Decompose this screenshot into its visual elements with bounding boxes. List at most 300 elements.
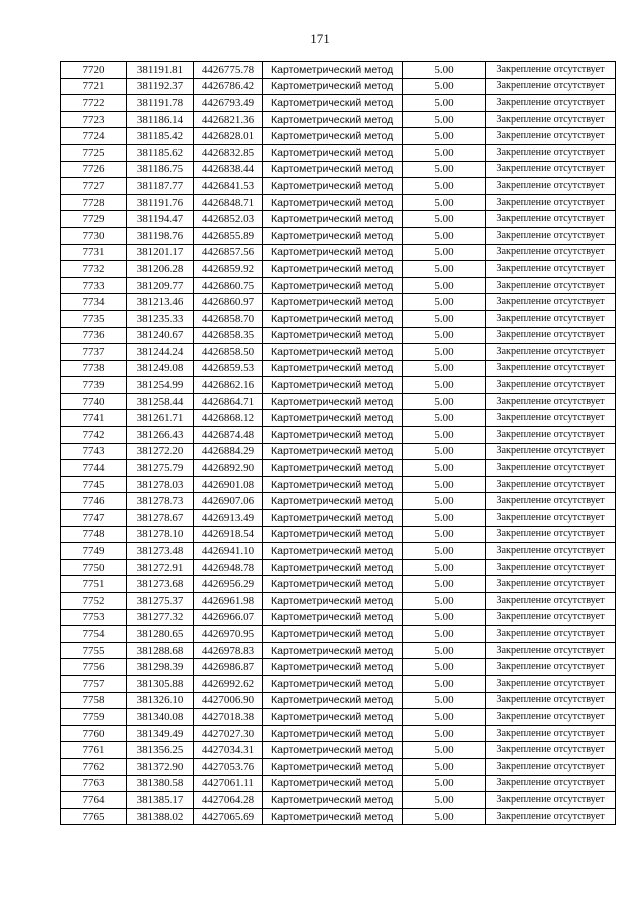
accuracy-cell: 5.00 [403,775,486,792]
table-row [61,161,616,178]
y-coordinate-cell: 4426821.36 [194,111,263,128]
fixing-description-cell: Закрепление отсутствует [486,775,616,792]
accuracy-cell: 5.00 [403,227,486,244]
method-cell: Картометрический метод [263,775,403,792]
fixing-description-cell: Закрепление отсутствует [486,194,616,211]
point-number-cell: 7765 [61,808,127,825]
y-coordinate-cell: 4426956.29 [194,576,263,593]
accuracy-cell: 5.00 [403,310,486,327]
accuracy-cell: 5.00 [403,626,486,643]
method-cell: Картометрический метод [263,510,403,527]
fixing-description-cell: Закрепление отсутствует [486,62,616,79]
fixing-description-cell: Закрепление отсутствует [486,559,616,576]
x-coordinate-cell: 381288.68 [127,642,194,659]
x-coordinate-cell: 381305.88 [127,675,194,692]
y-coordinate-cell: 4426884.29 [194,443,263,460]
fixing-description-cell: Закрепление отсутствует [486,543,616,560]
y-coordinate-cell: 4426874.48 [194,427,263,444]
y-coordinate-cell: 4426858.35 [194,327,263,344]
point-number-cell: 7721 [61,78,127,95]
accuracy-cell: 5.00 [403,443,486,460]
x-coordinate-cell: 381272.91 [127,559,194,576]
point-number-cell: 7733 [61,277,127,294]
point-number-cell: 7732 [61,261,127,278]
x-coordinate-cell: 381356.25 [127,742,194,759]
table-row [61,692,616,709]
fixing-description-cell: Закрепление отсутствует [486,576,616,593]
y-coordinate-cell: 4426786.42 [194,78,263,95]
point-number-cell: 7737 [61,344,127,361]
method-cell: Картометрический метод [263,792,403,809]
point-number-cell: 7763 [61,775,127,792]
fixing-description-cell: Закрепление отсутствует [486,792,616,809]
accuracy-cell: 5.00 [403,792,486,809]
y-coordinate-cell: 4426970.95 [194,626,263,643]
y-coordinate-cell: 4427064.28 [194,792,263,809]
x-coordinate-cell: 381249.08 [127,360,194,377]
table-row [61,178,616,195]
x-coordinate-cell: 381191.76 [127,194,194,211]
fixing-description-cell: Закрепление отсутствует [486,111,616,128]
accuracy-cell: 5.00 [403,393,486,410]
point-number-cell: 7741 [61,410,127,427]
y-coordinate-cell: 4426860.75 [194,277,263,294]
x-coordinate-cell: 381278.03 [127,476,194,493]
table-row [61,443,616,460]
table-row [61,775,616,792]
method-cell: Картометрический метод [263,294,403,311]
point-number-cell: 7731 [61,244,127,261]
accuracy-cell: 5.00 [403,526,486,543]
fixing-description-cell: Закрепление отсутствует [486,161,616,178]
method-cell: Картометрический метод [263,161,403,178]
method-cell: Картометрический метод [263,675,403,692]
fixing-description-cell: Закрепление отсутствует [486,758,616,775]
accuracy-cell: 5.00 [403,659,486,676]
y-coordinate-cell: 4426868.12 [194,410,263,427]
fixing-description-cell: Закрепление отсутствует [486,642,616,659]
accuracy-cell: 5.00 [403,144,486,161]
point-number-cell: 7722 [61,95,127,112]
table-row [61,360,616,377]
point-number-cell: 7726 [61,161,127,178]
point-number-cell: 7762 [61,758,127,775]
table-row [61,344,616,361]
y-coordinate-cell: 4426966.07 [194,609,263,626]
table-row [61,493,616,510]
method-cell: Картометрический метод [263,493,403,510]
fixing-description-cell: Закрепление отсутствует [486,227,616,244]
table-row [61,559,616,576]
table-row [61,593,616,610]
fixing-description-cell: Закрепление отсутствует [486,725,616,742]
fixing-description-cell: Закрепление отсутствует [486,144,616,161]
point-number-cell: 7746 [61,493,127,510]
x-coordinate-cell: 381198.76 [127,227,194,244]
point-number-cell: 7745 [61,476,127,493]
fixing-description-cell: Закрепление отсутствует [486,294,616,311]
point-number-cell: 7740 [61,393,127,410]
method-cell: Картометрический метод [263,709,403,726]
method-cell: Картометрический метод [263,460,403,477]
y-coordinate-cell: 4426948.78 [194,559,263,576]
fixing-description-cell: Закрепление отсутствует [486,327,616,344]
x-coordinate-cell: 381278.73 [127,493,194,510]
method-cell: Картометрический метод [263,559,403,576]
accuracy-cell: 5.00 [403,758,486,775]
point-number-cell: 7757 [61,675,127,692]
y-coordinate-cell: 4426855.89 [194,227,263,244]
method-cell: Картометрический метод [263,277,403,294]
fixing-description-cell: Закрепление отсутствует [486,443,616,460]
point-number-cell: 7730 [61,227,127,244]
method-cell: Картометрический метод [263,344,403,361]
x-coordinate-cell: 381235.33 [127,310,194,327]
fixing-description-cell: Закрепление отсутствует [486,244,616,261]
table-row [61,244,616,261]
x-coordinate-cell: 381185.42 [127,128,194,145]
y-coordinate-cell: 4426992.62 [194,675,263,692]
table-row [61,543,616,560]
accuracy-cell: 5.00 [403,609,486,626]
fixing-description-cell: Закрепление отсутствует [486,95,616,112]
x-coordinate-cell: 381201.17 [127,244,194,261]
fixing-description-cell: Закрепление отсутствует [486,360,616,377]
y-coordinate-cell: 4426848.71 [194,194,263,211]
x-coordinate-cell: 381277.32 [127,609,194,626]
method-cell: Картометрический метод [263,111,403,128]
fixing-description-cell: Закрепление отсутствует [486,593,616,610]
x-coordinate-cell: 381298.39 [127,659,194,676]
y-coordinate-cell: 4426832.85 [194,144,263,161]
method-cell: Картометрический метод [263,360,403,377]
accuracy-cell: 5.00 [403,78,486,95]
table-row [61,310,616,327]
method-cell: Картометрический метод [263,427,403,444]
method-cell: Картометрический метод [263,327,403,344]
x-coordinate-cell: 381380.58 [127,775,194,792]
accuracy-cell: 5.00 [403,808,486,825]
fixing-description-cell: Закрепление отсутствует [486,427,616,444]
point-number-cell: 7755 [61,642,127,659]
accuracy-cell: 5.00 [403,410,486,427]
fixing-description-cell: Закрепление отсутствует [486,626,616,643]
accuracy-cell: 5.00 [403,593,486,610]
table-row [61,460,616,477]
fixing-description-cell: Закрепление отсутствует [486,609,616,626]
fixing-description-cell: Закрепление отсутствует [486,493,616,510]
x-coordinate-cell: 381272.20 [127,443,194,460]
table-row [61,128,616,145]
point-number-cell: 7727 [61,178,127,195]
table-row [61,194,616,211]
point-number-cell: 7743 [61,443,127,460]
fixing-description-cell: Закрепление отсутствует [486,277,616,294]
table-row [61,626,616,643]
point-number-cell: 7760 [61,725,127,742]
accuracy-cell: 5.00 [403,709,486,726]
y-coordinate-cell: 4426892.90 [194,460,263,477]
table-row [61,227,616,244]
point-number-cell: 7750 [61,559,127,576]
point-number-cell: 7723 [61,111,127,128]
x-coordinate-cell: 381273.68 [127,576,194,593]
y-coordinate-cell: 4427027.30 [194,725,263,742]
accuracy-cell: 5.00 [403,510,486,527]
fixing-description-cell: Закрепление отсутствует [486,211,616,228]
y-coordinate-cell: 4426860.97 [194,294,263,311]
x-coordinate-cell: 381185.62 [127,144,194,161]
table-row [61,659,616,676]
table-row [61,277,616,294]
accuracy-cell: 5.00 [403,543,486,560]
fixing-description-cell: Закрепление отсутствует [486,742,616,759]
y-coordinate-cell: 4426901.08 [194,476,263,493]
y-coordinate-cell: 4427006.90 [194,692,263,709]
method-cell: Картометрический метод [263,310,403,327]
table-row [61,427,616,444]
table-row [61,144,616,161]
x-coordinate-cell: 381192.37 [127,78,194,95]
table-row [61,410,616,427]
y-coordinate-cell: 4427065.69 [194,808,263,825]
table-row [61,725,616,742]
point-number-cell: 7764 [61,792,127,809]
table-row [61,609,616,626]
x-coordinate-cell: 381275.37 [127,593,194,610]
fixing-description-cell: Закрепление отсутствует [486,510,616,527]
method-cell: Картометрический метод [263,261,403,278]
table-row [61,78,616,95]
x-coordinate-cell: 381187.77 [127,178,194,195]
point-number-cell: 7720 [61,62,127,79]
y-coordinate-cell: 4427018.38 [194,709,263,726]
accuracy-cell: 5.00 [403,178,486,195]
accuracy-cell: 5.00 [403,377,486,394]
y-coordinate-cell: 4426858.70 [194,310,263,327]
x-coordinate-cell: 381209.77 [127,277,194,294]
x-coordinate-cell: 381388.02 [127,808,194,825]
x-coordinate-cell: 381186.75 [127,161,194,178]
accuracy-cell: 5.00 [403,344,486,361]
x-coordinate-cell: 381266.43 [127,427,194,444]
point-number-cell: 7751 [61,576,127,593]
point-number-cell: 7729 [61,211,127,228]
fixing-description-cell: Закрепление отсутствует [486,344,616,361]
accuracy-cell: 5.00 [403,261,486,278]
method-cell: Картометрический метод [263,443,403,460]
coordinates-table-body [61,62,616,825]
fixing-description-cell: Закрепление отсутствует [486,261,616,278]
fixing-description-cell: Закрепление отсутствует [486,659,616,676]
y-coordinate-cell: 4426941.10 [194,543,263,560]
method-cell: Картометрический метод [263,95,403,112]
y-coordinate-cell: 4427053.76 [194,758,263,775]
fixing-description-cell: Закрепление отсутствует [486,410,616,427]
y-coordinate-cell: 4426913.49 [194,510,263,527]
fixing-description-cell: Закрепление отсутствует [486,460,616,477]
x-coordinate-cell: 381186.14 [127,111,194,128]
point-number-cell: 7759 [61,709,127,726]
y-coordinate-cell: 4426852.03 [194,211,263,228]
y-coordinate-cell: 4426864.71 [194,393,263,410]
method-cell: Картометрический метод [263,593,403,610]
method-cell: Картометрический метод [263,476,403,493]
accuracy-cell: 5.00 [403,559,486,576]
y-coordinate-cell: 4426978.83 [194,642,263,659]
accuracy-cell: 5.00 [403,427,486,444]
x-coordinate-cell: 381372.90 [127,758,194,775]
accuracy-cell: 5.00 [403,128,486,145]
method-cell: Картометрический метод [263,808,403,825]
y-coordinate-cell: 4426828.01 [194,128,263,145]
accuracy-cell: 5.00 [403,360,486,377]
accuracy-cell: 5.00 [403,460,486,477]
accuracy-cell: 5.00 [403,675,486,692]
y-coordinate-cell: 4426986.87 [194,659,263,676]
x-coordinate-cell: 381213.46 [127,294,194,311]
method-cell: Картометрический метод [263,692,403,709]
x-coordinate-cell: 381191.78 [127,95,194,112]
x-coordinate-cell: 381278.10 [127,526,194,543]
point-number-cell: 7753 [61,609,127,626]
point-number-cell: 7725 [61,144,127,161]
y-coordinate-cell: 4426775.78 [194,62,263,79]
point-number-cell: 7739 [61,377,127,394]
method-cell: Картометрический метод [263,244,403,261]
table-row [61,95,616,112]
point-number-cell: 7761 [61,742,127,759]
method-cell: Картометрический метод [263,758,403,775]
method-cell: Картометрический метод [263,626,403,643]
fixing-description-cell: Закрепление отсутствует [486,377,616,394]
method-cell: Картометрический метод [263,128,403,145]
accuracy-cell: 5.00 [403,244,486,261]
accuracy-cell: 5.00 [403,576,486,593]
x-coordinate-cell: 381280.65 [127,626,194,643]
accuracy-cell: 5.00 [403,692,486,709]
point-number-cell: 7738 [61,360,127,377]
accuracy-cell: 5.00 [403,327,486,344]
x-coordinate-cell: 381258.44 [127,393,194,410]
point-number-cell: 7754 [61,626,127,643]
fixing-description-cell: Закрепление отсутствует [486,178,616,195]
point-number-cell: 7758 [61,692,127,709]
x-coordinate-cell: 381194.47 [127,211,194,228]
method-cell: Картометрический метод [263,393,403,410]
y-coordinate-cell: 4426857.56 [194,244,263,261]
y-coordinate-cell: 4426961.98 [194,593,263,610]
table-row [61,742,616,759]
point-number-cell: 7752 [61,593,127,610]
method-cell: Картометрический метод [263,227,403,244]
table-row [61,377,616,394]
x-coordinate-cell: 381206.28 [127,261,194,278]
x-coordinate-cell: 381273.48 [127,543,194,560]
table-row [61,808,616,825]
fixing-description-cell: Закрепление отсутствует [486,128,616,145]
method-cell: Картометрический метод [263,543,403,560]
x-coordinate-cell: 381240.67 [127,327,194,344]
table-row [61,792,616,809]
table-row [61,675,616,692]
accuracy-cell: 5.00 [403,111,486,128]
method-cell: Картометрический метод [263,377,403,394]
y-coordinate-cell: 4426793.49 [194,95,263,112]
y-coordinate-cell: 4426907.06 [194,493,263,510]
accuracy-cell: 5.00 [403,161,486,178]
point-number-cell: 7747 [61,510,127,527]
table-row [61,211,616,228]
point-number-cell: 7736 [61,327,127,344]
accuracy-cell: 5.00 [403,493,486,510]
method-cell: Картометрический метод [263,642,403,659]
x-coordinate-cell: 381278.67 [127,510,194,527]
method-cell: Картометрический метод [263,659,403,676]
table-row [61,758,616,775]
x-coordinate-cell: 381349.49 [127,725,194,742]
method-cell: Картометрический метод [263,194,403,211]
x-coordinate-cell: 381340.08 [127,709,194,726]
fixing-description-cell: Закрепление отсутствует [486,675,616,692]
accuracy-cell: 5.00 [403,642,486,659]
y-coordinate-cell: 4426858.50 [194,344,263,361]
fixing-description-cell: Закрепление отсутствует [486,393,616,410]
point-number-cell: 7728 [61,194,127,211]
point-number-cell: 7749 [61,543,127,560]
method-cell: Картометрический метод [263,410,403,427]
point-number-cell: 7748 [61,526,127,543]
method-cell: Картометрический метод [263,725,403,742]
y-coordinate-cell: 4426859.92 [194,261,263,278]
method-cell: Картометрический метод [263,526,403,543]
table-row [61,294,616,311]
table-row [61,327,616,344]
y-coordinate-cell: 4426841.53 [194,178,263,195]
table-row [61,526,616,543]
table-row [61,510,616,527]
method-cell: Картометрический метод [263,211,403,228]
accuracy-cell: 5.00 [403,725,486,742]
x-coordinate-cell: 381244.24 [127,344,194,361]
y-coordinate-cell: 4426918.54 [194,526,263,543]
y-coordinate-cell: 4426859.53 [194,360,263,377]
table-row [61,476,616,493]
fixing-description-cell: Закрепление отсутствует [486,476,616,493]
y-coordinate-cell: 4427061.11 [194,775,263,792]
coordinates-table [60,61,616,825]
x-coordinate-cell: 381385.17 [127,792,194,809]
point-number-cell: 7734 [61,294,127,311]
fixing-description-cell: Закрепление отсутствует [486,310,616,327]
table-row [61,62,616,79]
point-number-cell: 7756 [61,659,127,676]
x-coordinate-cell: 381326.10 [127,692,194,709]
point-number-cell: 7735 [61,310,127,327]
method-cell: Картометрический метод [263,742,403,759]
fixing-description-cell: Закрепление отсутствует [486,692,616,709]
table-row [61,111,616,128]
x-coordinate-cell: 381261.71 [127,410,194,427]
method-cell: Картометрический метод [263,576,403,593]
accuracy-cell: 5.00 [403,194,486,211]
method-cell: Картометрический метод [263,78,403,95]
method-cell: Картометрический метод [263,62,403,79]
y-coordinate-cell: 4426862.16 [194,377,263,394]
method-cell: Картометрический метод [263,144,403,161]
point-number-cell: 7744 [61,460,127,477]
fixing-description-cell: Закрепление отсутствует [486,526,616,543]
